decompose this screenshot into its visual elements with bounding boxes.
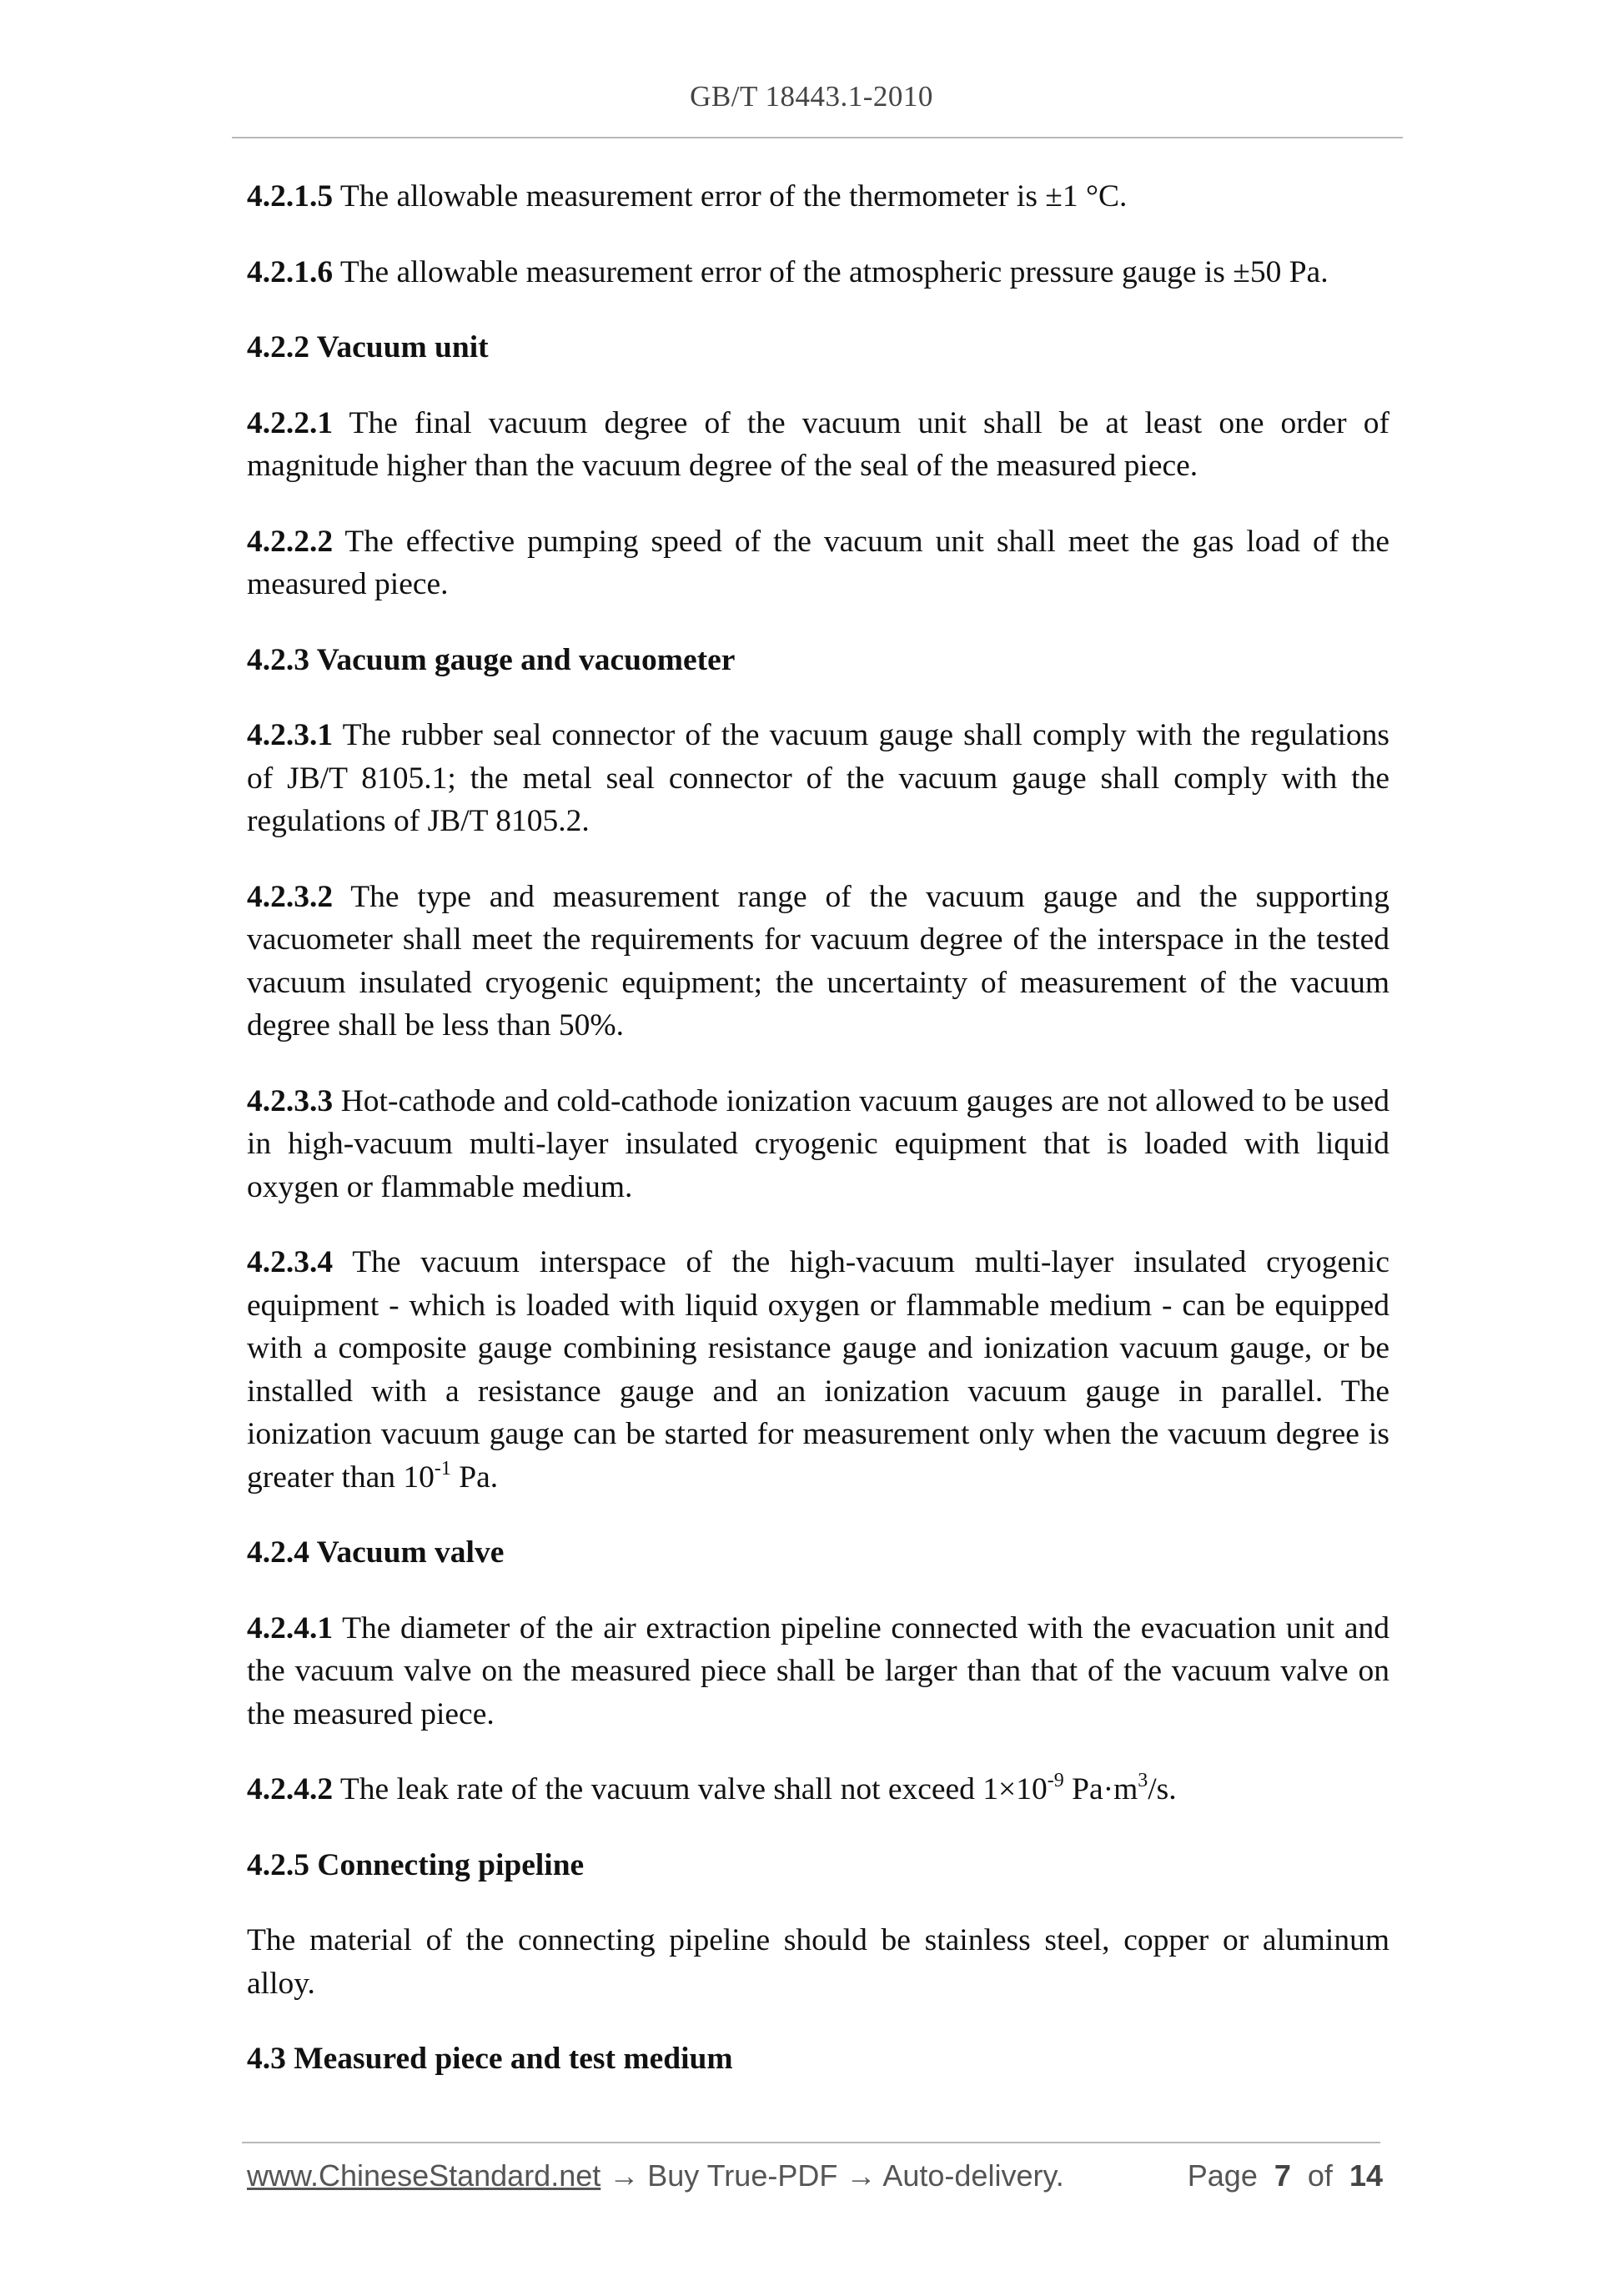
clause-text: The leak rate of the vacuum valve shall not exceed 1×10 [333,1772,1048,1806]
section-heading-vacuum-unit: 4.2.2 Vacuum unit [247,330,489,364]
total-page-count: 14 [1349,2158,1383,2193]
current-page-number: 7 [1274,2158,1291,2193]
section-heading-connecting-pipeline: 4.2.5 Connecting pipeline [247,1847,585,1882]
clause-text-tail: Pa. [450,1459,499,1495]
clause-text: The rubber seal connector of the vacuum gauge shall comply with the regulations of JB/T 8105.1; the metal seal connector of the vacuum gauge shall comply with the regulations of JB/T 8105.2. [247,718,1389,838]
page-indicator [1188,2158,1383,2193]
clause-4-2-4-2 [247,1768,1389,1811]
arrow-right-icon: → [600,2158,648,2193]
section-heading-vacuum-valve: 4.2.4 Vacuum valve [247,1535,505,1570]
website-link[interactable]: www.ChineseStandard.net [247,2158,601,2193]
of-label: of [1307,2158,1333,2193]
clause-number: 4.2.3.3 [247,1083,334,1118]
clause-4-2-2-1 [247,402,1389,488]
clause-text: The allowable measurement error of the atmospheric pressure gauge is ±50 Pa. [333,254,1329,289]
exponent: -1 [434,1457,451,1480]
clause-number: 4.2.2.2 [247,524,334,559]
clause-text-tail: /s. [1148,1772,1177,1806]
document-body [247,175,1389,2113]
footer-promo [247,2158,1064,2193]
page-label: Page [1187,2158,1258,2193]
buy-true-pdf-text: Buy True-PDF [647,2158,838,2193]
clause-number: 4.2.4.2 [247,1772,334,1806]
clause-4-2-3-4 [247,1241,1389,1499]
clause-text-unit: Pa·m [1063,1772,1138,1806]
clause-number: 4.2.4.1 [247,1610,334,1645]
exponent: 3 [1138,1770,1148,1791]
clause-4-2-1-6 [247,251,1389,294]
footer-divider [242,2142,1380,2143]
clause-text: The final vacuum degree of the vacuum unit shall be at least one order of magnitude higher than the vacuum degree of the seal of the measured piece. [247,405,1389,483]
clause-4-2-1-5 [247,175,1389,219]
clause-text: The allowable measurement error of the thermometer is ±1 °C. [333,179,1128,214]
clause-number: 4.2.2.1 [247,405,334,440]
section-heading-measured-piece: 4.3 Measured piece and test medium [247,2042,733,2076]
document-header: GB/T 18443.1-2010 [690,80,933,113]
clause-4-2-3-1 [247,714,1389,843]
clause-text: The type and measurement range of the vacuum gauge and the supporting vacuometer shall meet the requirements for vacuum degree of the interspace in the tested vacuum insulated cryogenic equipment; the uncertainty of measurement of the vacuum degree shall be less than 50%. [247,879,1389,1042]
clause-text: Hot-cathode and cold-cathode ionization vacuum gauges are not allowed to be used in high-vacuum multi-layer insulated cryogenic equipment that is loaded with liquid oxygen or flammable medium. [247,1083,1389,1204]
header-divider [232,137,1403,138]
clause-number: 4.2.3.4 [247,1245,334,1279]
clause-number: 4.2.3.2 [247,879,334,914]
page-footer [247,2158,1383,2200]
section-heading-vacuum-gauge: 4.2.3 Vacuum gauge and vacuometer [247,642,736,677]
clause-4-2-3-3 [247,1080,1389,1209]
clause-4-2-4-1 [247,1607,1389,1736]
clause-text: The diameter of the air extraction pipeline connected with the evacuation unit and the vacuum valve on the measured piece shall be larger than that of the vacuum valve on the measured piece. [247,1610,1389,1731]
clause-text: The effective pumping speed of the vacuum unit shall meet the gas load of the measured piece. [247,524,1389,601]
arrow-right-icon: → [837,2158,883,2193]
exponent: -9 [1047,1770,1064,1791]
clause-number: 4.2.1.6 [247,254,334,289]
clause-4-2-2-2 [247,520,1389,606]
clause-number: 4.2.1.5 [247,179,334,214]
pipeline-material-paragraph: The material of the connecting pipeline should be stainless steel, copper or aluminum alloy. [247,1923,1389,2001]
clause-text: The vacuum interspace of the high-vacuum multi-layer insulated cryogenic equipment - which is loaded with liquid oxygen or flammable medium - can be equipped with a composite gauge combining resistance gauge and ionization vacuum gauge, or be installed with a resistance gauge and an ionization vacuum gauge in parallel. The ionization vacuum gauge can be started for measurement only when the vacuum degree is greater than 10 [247,1245,1389,1495]
clause-number: 4.2.3.1 [247,718,334,752]
auto-delivery-text: Auto-delivery. [882,2158,1064,2193]
clause-4-2-3-2 [247,876,1389,1048]
